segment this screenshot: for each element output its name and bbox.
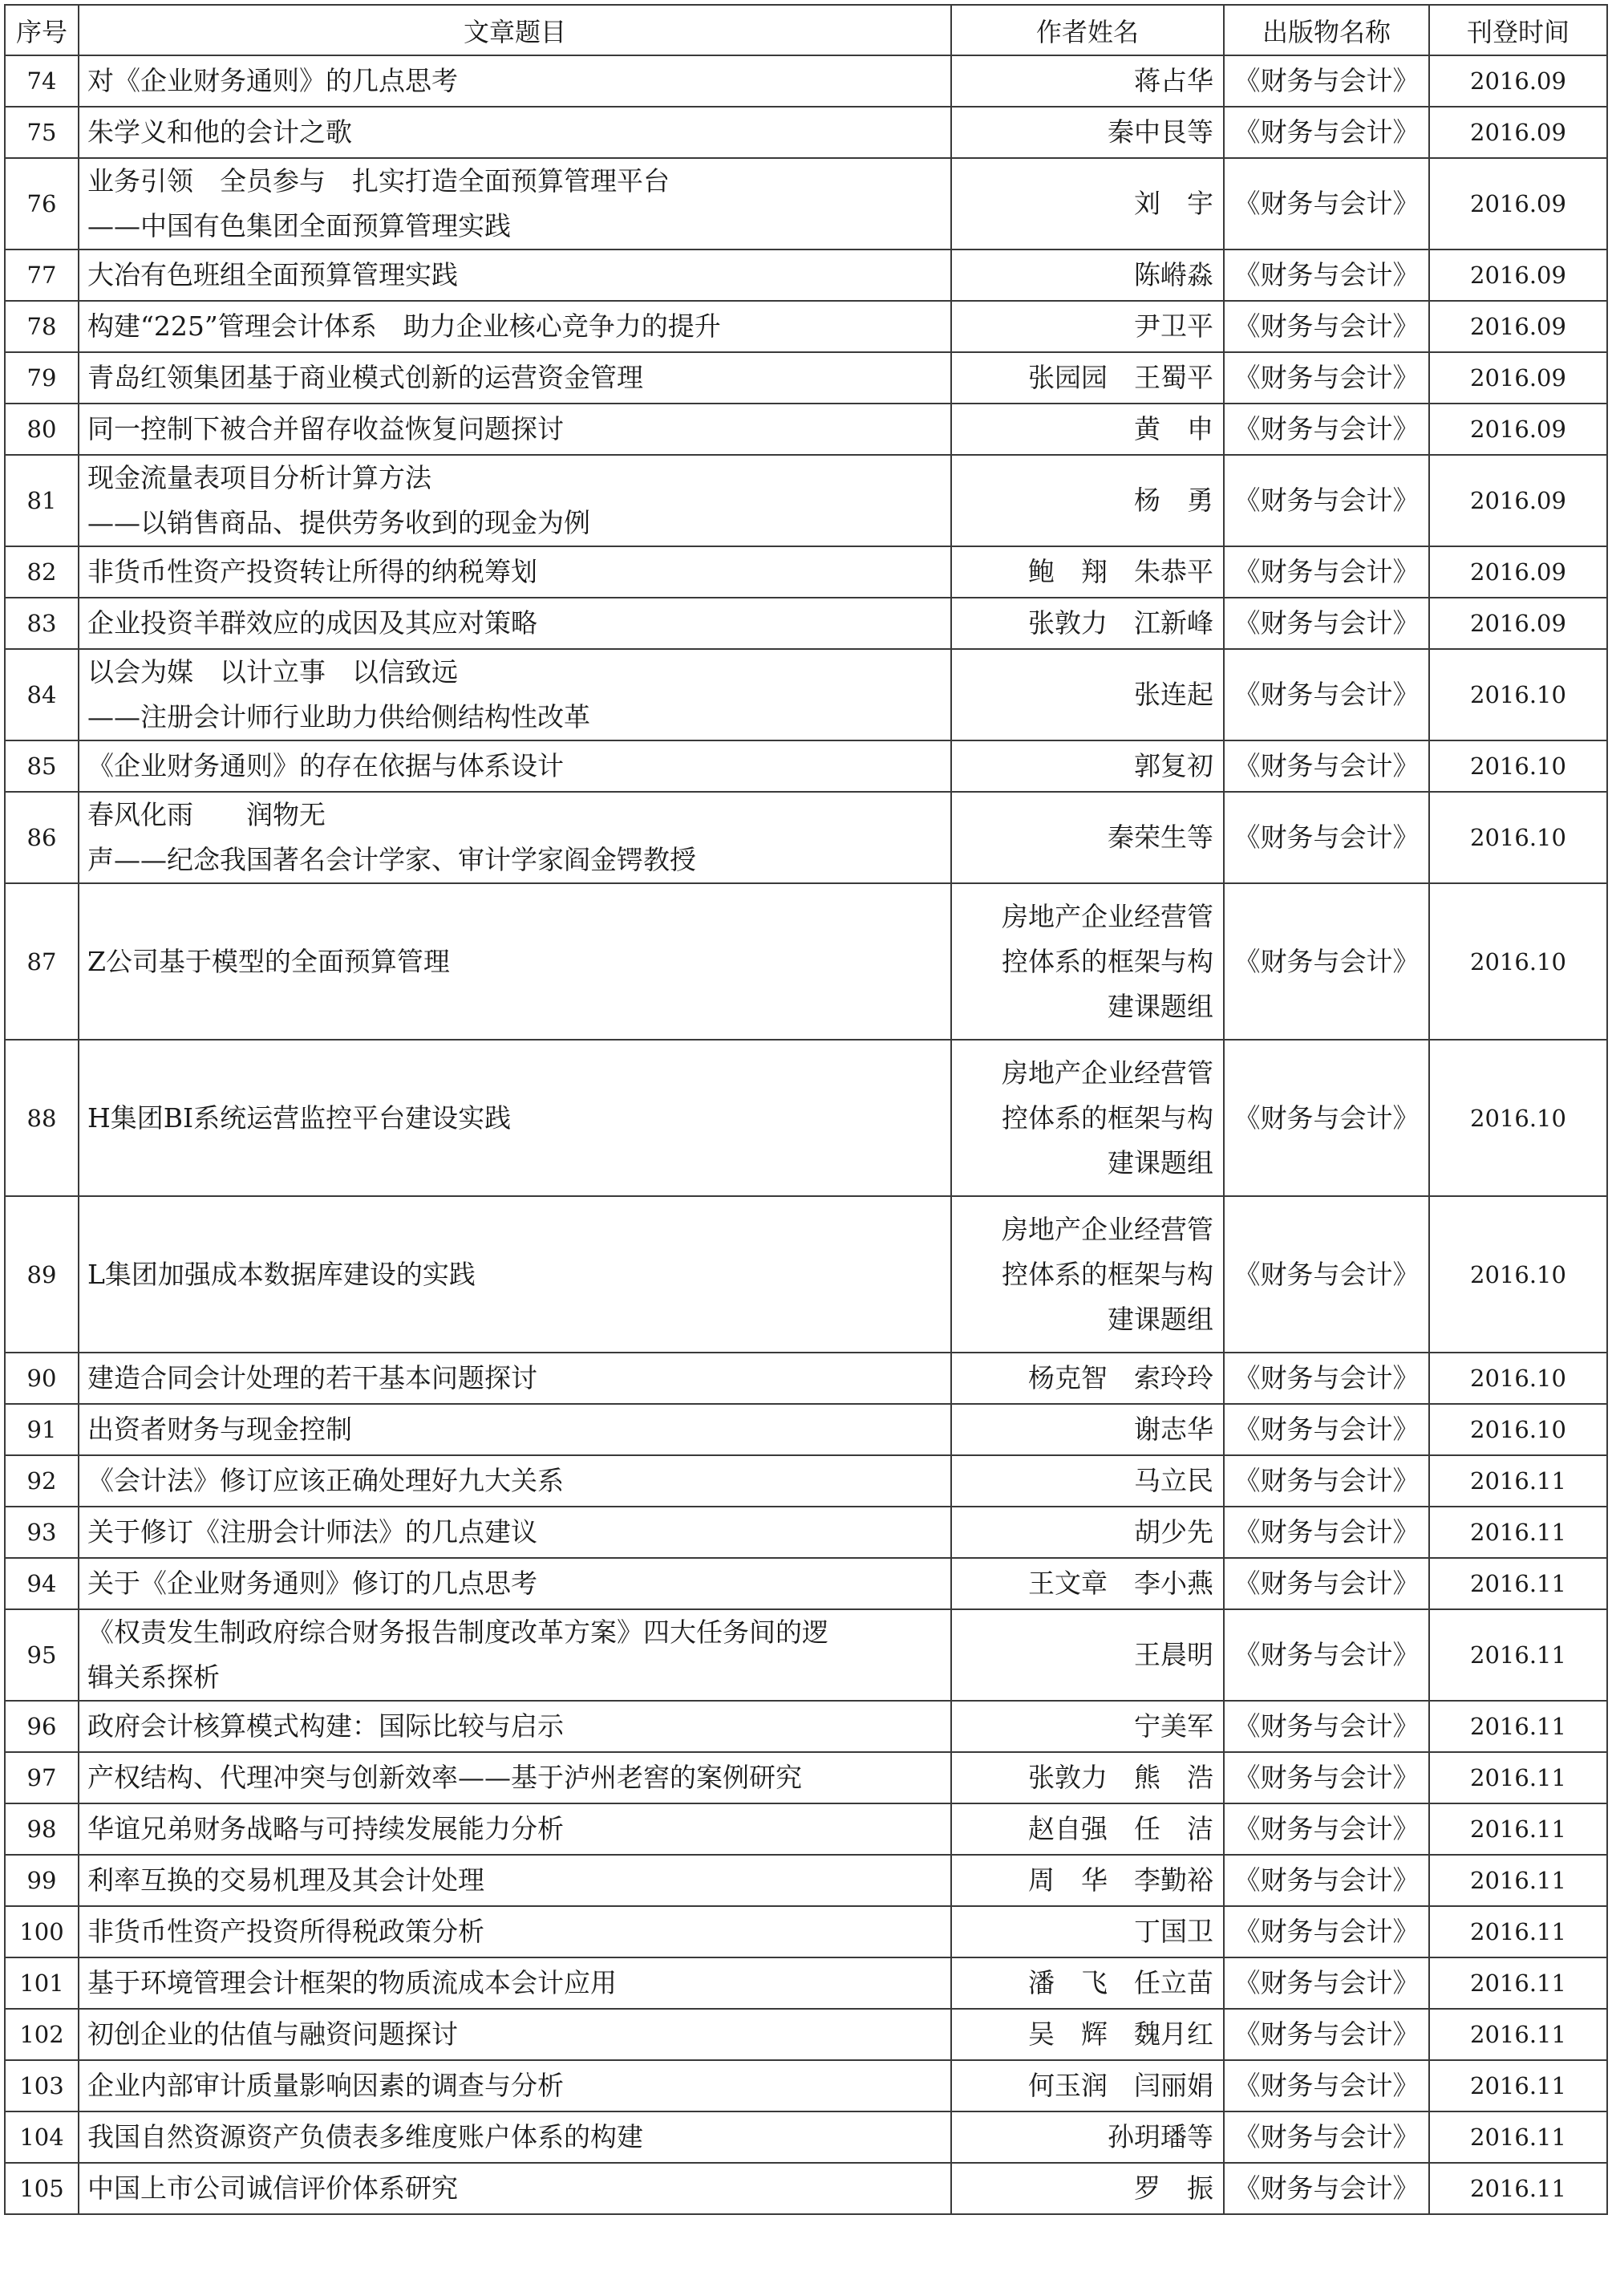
table-row xyxy=(5,1957,1607,2009)
author-line: 张敦力 江新峰 xyxy=(1028,607,1213,639)
cell-date: 2016.10 xyxy=(1429,883,1607,1040)
cell-title xyxy=(79,1353,951,1404)
table-row xyxy=(5,2111,1607,2163)
cell-number: 91 xyxy=(5,1404,79,1455)
cell-publication: 《财务与会计》 xyxy=(1224,158,1429,249)
cell-publication: 《财务与会计》 xyxy=(1224,2111,1429,2163)
title-line: 关于《企业财务通则》修订的几点思考 xyxy=(87,1568,537,1599)
table-row xyxy=(5,740,1607,792)
cell-publication: 《财务与会计》 xyxy=(1224,301,1429,352)
cell-number: 105 xyxy=(5,2163,79,2214)
cell-author xyxy=(951,55,1224,107)
cell-author xyxy=(951,404,1224,455)
cell-number: 74 xyxy=(5,55,79,107)
cell-number: 81 xyxy=(5,455,79,546)
cell-author xyxy=(951,792,1224,883)
cell-publication: 《财务与会计》 xyxy=(1224,249,1429,301)
cell-title xyxy=(79,598,951,649)
cell-title xyxy=(79,404,951,455)
author-line: 秦中艮等 xyxy=(1108,116,1213,148)
cell-number: 87 xyxy=(5,883,79,1040)
cell-number: 90 xyxy=(5,1353,79,1404)
table-row xyxy=(5,546,1607,598)
cell-title xyxy=(79,1404,951,1455)
cell-author xyxy=(951,740,1224,792)
cell-title xyxy=(79,55,951,107)
cell-publication: 《财务与会计》 xyxy=(1224,1404,1429,1455)
cell-publication: 《财务与会计》 xyxy=(1224,1609,1429,1701)
table-row xyxy=(5,55,1607,107)
author-line: 尹卫平 xyxy=(1134,310,1213,342)
cell-title xyxy=(79,546,951,598)
cell-author xyxy=(951,1752,1224,1803)
table-row xyxy=(5,1701,1607,1752)
cell-date: 2016.09 xyxy=(1429,598,1607,649)
cell-date: 2016.09 xyxy=(1429,404,1607,455)
title-line: 业务引领 全员参与 扎实打造全面预算管理平台 xyxy=(87,165,670,197)
cell-date: 2016.09 xyxy=(1429,55,1607,107)
cell-publication: 《财务与会计》 xyxy=(1224,2163,1429,2214)
cell-author xyxy=(951,1404,1224,1455)
cell-number: 85 xyxy=(5,740,79,792)
author-line: 谢志华 xyxy=(1134,1414,1213,1445)
author-line: 蒋占华 xyxy=(1134,65,1213,96)
article-table xyxy=(4,4,1608,2215)
title-line: 对《企业财务通则》的几点思考 xyxy=(87,65,458,96)
cell-number: 86 xyxy=(5,792,79,883)
table-row xyxy=(5,1353,1607,1404)
cell-publication: 《财务与会计》 xyxy=(1224,1040,1429,1196)
cell-title xyxy=(79,249,951,301)
title-line: 基于环境管理会计框架的物质流成本会计应用 xyxy=(87,1967,617,1998)
cell-title xyxy=(79,301,951,352)
header-date: 刊登时间 xyxy=(1429,5,1607,55)
cell-date: 2016.11 xyxy=(1429,1609,1607,1701)
cell-number: 89 xyxy=(5,1196,79,1353)
table-row xyxy=(5,1752,1607,1803)
cell-publication: 《财务与会计》 xyxy=(1224,792,1429,883)
author-line: 黄 申 xyxy=(1134,413,1213,444)
header-publication: 出版物名称 xyxy=(1224,5,1429,55)
title-line: H集团BI系统运营监控平台建设实践 xyxy=(87,1101,512,1134)
title-line: 产权结构、代理冲突与创新效率——基于泸州老窖的案例研究 xyxy=(87,1762,802,1793)
cell-author xyxy=(951,1803,1224,1855)
cell-title xyxy=(79,2060,951,2111)
author-line: 丁国卫 xyxy=(1134,1916,1213,1947)
cell-title xyxy=(79,107,951,158)
author-line: 吴 辉 魏月红 xyxy=(1028,2018,1213,2050)
title-line: 朱学义和他的会计之歌 xyxy=(87,116,352,148)
cell-title xyxy=(79,1906,951,1957)
author-line: 马立民 xyxy=(1134,1465,1213,1496)
cell-number: 82 xyxy=(5,546,79,598)
table-row xyxy=(5,2163,1607,2214)
cell-date: 2016.09 xyxy=(1429,107,1607,158)
table-row xyxy=(5,598,1607,649)
cell-title xyxy=(79,883,951,1040)
table-row xyxy=(5,792,1607,883)
cell-date: 2016.09 xyxy=(1429,455,1607,546)
cell-publication: 《财务与会计》 xyxy=(1224,1752,1429,1803)
cell-author xyxy=(951,107,1224,158)
table-row xyxy=(5,1455,1607,1507)
title-line: 出资者财务与现金控制 xyxy=(87,1414,352,1445)
cell-author xyxy=(951,1455,1224,1507)
cell-author xyxy=(951,249,1224,301)
cell-publication: 《财务与会计》 xyxy=(1224,883,1429,1040)
title-line: 《权责发生制政府综合财务报告制度改革方案》四大任务间的逻 xyxy=(87,1617,828,1648)
title-line: 企业投资羊群效应的成因及其应对策略 xyxy=(87,607,537,639)
cell-date: 2016.11 xyxy=(1429,1455,1607,1507)
cell-number: 75 xyxy=(5,107,79,158)
cell-author xyxy=(951,598,1224,649)
cell-number: 98 xyxy=(5,1803,79,1855)
cell-number: 80 xyxy=(5,404,79,455)
table-row xyxy=(5,1558,1607,1609)
cell-date: 2016.10 xyxy=(1429,1196,1607,1353)
cell-date: 2016.11 xyxy=(1429,2060,1607,2111)
author-line: 控体系的框架与构 xyxy=(1002,945,1213,977)
cell-number: 99 xyxy=(5,1855,79,1906)
cell-publication: 《财务与会计》 xyxy=(1224,1353,1429,1404)
cell-number: 92 xyxy=(5,1455,79,1507)
cell-publication: 《财务与会计》 xyxy=(1224,404,1429,455)
cell-date: 2016.10 xyxy=(1429,1040,1607,1196)
author-line: 房地产企业经营管 xyxy=(1002,900,1213,932)
cell-publication: 《财务与会计》 xyxy=(1224,107,1429,158)
title-line: 关于修订《注册会计师法》的几点建议 xyxy=(87,1516,537,1548)
author-line: 房地产企业经营管 xyxy=(1002,1057,1213,1089)
cell-publication: 《财务与会计》 xyxy=(1224,1507,1429,1558)
cell-date: 2016.10 xyxy=(1429,649,1607,740)
table-row xyxy=(5,1803,1607,1855)
cell-title xyxy=(79,1803,951,1855)
cell-author xyxy=(951,1353,1224,1404)
title-line: 现金流量表项目分析计算方法 xyxy=(87,462,431,493)
table-row xyxy=(5,1404,1607,1455)
author-line: 胡少先 xyxy=(1134,1516,1213,1548)
table-row xyxy=(5,404,1607,455)
cell-number: 104 xyxy=(5,2111,79,2163)
title-line: 以会为媒 以计立事 以信致远 xyxy=(87,656,458,688)
cell-title xyxy=(79,649,951,740)
title-line: 声——纪念我国著名会计学家、审计学家阎金锷教授 xyxy=(87,844,696,875)
title-line: 非货币性资产投资所得税政策分析 xyxy=(87,1916,484,1947)
cell-date: 2016.11 xyxy=(1429,1906,1607,1957)
cell-publication: 《财务与会计》 xyxy=(1224,1803,1429,1855)
cell-publication: 《财务与会计》 xyxy=(1224,598,1429,649)
cell-author xyxy=(951,2009,1224,2060)
cell-author xyxy=(951,2060,1224,2111)
title-line: 《企业财务通则》的存在依据与体系设计 xyxy=(87,750,564,781)
cell-date: 2016.11 xyxy=(1429,2111,1607,2163)
cell-publication: 《财务与会计》 xyxy=(1224,352,1429,404)
cell-date: 2016.09 xyxy=(1429,158,1607,249)
cell-title xyxy=(79,1507,951,1558)
title-line: 构建“225”管理会计体系 助力企业核心竞争力的提升 xyxy=(87,310,721,342)
cell-publication: 《财务与会计》 xyxy=(1224,2060,1429,2111)
cell-author xyxy=(951,1609,1224,1701)
cell-author xyxy=(951,455,1224,546)
cell-author xyxy=(951,1855,1224,1906)
cell-author xyxy=(951,1906,1224,1957)
author-line: 建课题组 xyxy=(1108,1303,1213,1335)
table-row xyxy=(5,1040,1607,1196)
author-line: 潘 飞 任立苗 xyxy=(1028,1967,1213,1998)
cell-title xyxy=(79,158,951,249)
cell-author xyxy=(951,301,1224,352)
cell-date: 2016.11 xyxy=(1429,1855,1607,1906)
cell-publication: 《财务与会计》 xyxy=(1224,1701,1429,1752)
title-line: 《会计法》修订应该正确处理好九大关系 xyxy=(87,1465,564,1496)
cell-title xyxy=(79,1609,951,1701)
cell-number: 83 xyxy=(5,598,79,649)
author-line: 赵自强 任 洁 xyxy=(1028,1813,1213,1844)
cell-title xyxy=(79,1196,951,1353)
title-line: 利率互换的交易机理及其会计处理 xyxy=(87,1864,484,1896)
cell-author xyxy=(951,1040,1224,1196)
cell-date: 2016.11 xyxy=(1429,2163,1607,2214)
author-line: 建课题组 xyxy=(1108,990,1213,1022)
title-line: 政府会计核算模式构建：国际比较与启示 xyxy=(87,1710,564,1742)
author-line: 秦荣生等 xyxy=(1108,821,1213,853)
title-line: ——以销售商品、提供劳务收到的现金为例 xyxy=(87,507,590,538)
cell-date: 2016.11 xyxy=(1429,2009,1607,2060)
table-body xyxy=(5,55,1607,2214)
cell-number: 95 xyxy=(5,1609,79,1701)
cell-number: 93 xyxy=(5,1507,79,1558)
author-line: 张敦力 熊 浩 xyxy=(1028,1762,1213,1793)
author-line: 房地产企业经营管 xyxy=(1002,1213,1213,1245)
author-line: 建课题组 xyxy=(1108,1146,1213,1178)
title-line: 中国上市公司诚信评价体系研究 xyxy=(87,2172,458,2204)
cell-date: 2016.11 xyxy=(1429,1507,1607,1558)
title-line: 青岛红领集团基于商业模式创新的运营资金管理 xyxy=(87,362,643,393)
cell-number: 78 xyxy=(5,301,79,352)
author-line: 王文章 李小燕 xyxy=(1028,1568,1213,1599)
table-row xyxy=(5,107,1607,158)
cell-title xyxy=(79,2163,951,2214)
author-line: 张连起 xyxy=(1134,679,1213,710)
cell-publication: 《财务与会计》 xyxy=(1224,55,1429,107)
author-line: 杨克智 索玲玲 xyxy=(1028,1362,1213,1393)
table-row xyxy=(5,1855,1607,1906)
cell-publication: 《财务与会计》 xyxy=(1224,1957,1429,2009)
cell-author xyxy=(951,649,1224,740)
cell-author xyxy=(951,1957,1224,2009)
cell-number: 103 xyxy=(5,2060,79,2111)
cell-author xyxy=(951,1558,1224,1609)
table-row xyxy=(5,301,1607,352)
cell-number: 76 xyxy=(5,158,79,249)
cell-date: 2016.11 xyxy=(1429,1803,1607,1855)
cell-date: 2016.10 xyxy=(1429,1353,1607,1404)
table-row xyxy=(5,883,1607,1040)
cell-publication: 《财务与会计》 xyxy=(1224,1196,1429,1353)
author-line: 郭复初 xyxy=(1134,750,1213,781)
title-line: 建造合同会计处理的若干基本问题探讨 xyxy=(87,1362,537,1393)
cell-publication: 《财务与会计》 xyxy=(1224,1558,1429,1609)
author-line: 杨 勇 xyxy=(1134,485,1213,516)
cell-number: 94 xyxy=(5,1558,79,1609)
cell-title xyxy=(79,740,951,792)
table-row xyxy=(5,1906,1607,1957)
author-line: 孙玥璠等 xyxy=(1108,2121,1213,2152)
header-title: 文章题目 xyxy=(79,5,951,55)
cell-date: 2016.10 xyxy=(1429,1404,1607,1455)
cell-number: 88 xyxy=(5,1040,79,1196)
cell-author xyxy=(951,546,1224,598)
cell-date: 2016.09 xyxy=(1429,546,1607,598)
cell-title xyxy=(79,1455,951,1507)
author-line: 刘 宇 xyxy=(1134,188,1213,219)
author-line: 周 华 李勤裕 xyxy=(1028,1864,1213,1896)
cell-publication: 《财务与会计》 xyxy=(1224,2009,1429,2060)
cell-title xyxy=(79,1558,951,1609)
cell-date: 2016.09 xyxy=(1429,301,1607,352)
title-line: 非货币性资产投资转让所得的纳税筹划 xyxy=(87,556,537,587)
cell-publication: 《财务与会计》 xyxy=(1224,546,1429,598)
table-row xyxy=(5,649,1607,740)
table-row xyxy=(5,2009,1607,2060)
cell-author xyxy=(951,2111,1224,2163)
author-line: 鲍 翔 朱恭平 xyxy=(1028,556,1213,587)
title-line: 华谊兄弟财务战略与可持续发展能力分析 xyxy=(87,1813,564,1844)
author-line: 何玉润 闫丽娟 xyxy=(1028,2070,1213,2101)
author-line: 控体系的框架与构 xyxy=(1002,1101,1213,1134)
table-row xyxy=(5,249,1607,301)
header-author: 作者姓名 xyxy=(951,5,1224,55)
cell-publication: 《财务与会计》 xyxy=(1224,1855,1429,1906)
cell-date: 2016.09 xyxy=(1429,249,1607,301)
title-line: 同一控制下被合并留存收益恢复问题探讨 xyxy=(87,413,564,444)
cell-date: 2016.11 xyxy=(1429,1752,1607,1803)
cell-number: 101 xyxy=(5,1957,79,2009)
author-line: 控体系的框架与构 xyxy=(1002,1258,1213,1290)
cell-number: 97 xyxy=(5,1752,79,1803)
cell-date: 2016.11 xyxy=(1429,1957,1607,2009)
author-line: 宁美军 xyxy=(1134,1710,1213,1742)
table-row xyxy=(5,1507,1607,1558)
table-row xyxy=(5,1609,1607,1701)
table-row xyxy=(5,2060,1607,2111)
cell-author xyxy=(951,1701,1224,1752)
table-row xyxy=(5,1196,1607,1353)
cell-publication: 《财务与会计》 xyxy=(1224,1906,1429,1957)
cell-number: 96 xyxy=(5,1701,79,1752)
cell-author xyxy=(951,352,1224,404)
header-row xyxy=(5,5,1607,55)
table-row xyxy=(5,158,1607,249)
cell-title xyxy=(79,455,951,546)
cell-publication: 《财务与会计》 xyxy=(1224,455,1429,546)
cell-title xyxy=(79,1040,951,1196)
cell-title xyxy=(79,792,951,883)
cell-publication: 《财务与会计》 xyxy=(1224,649,1429,740)
table-row xyxy=(5,455,1607,546)
cell-publication: 《财务与会计》 xyxy=(1224,1455,1429,1507)
cell-number: 79 xyxy=(5,352,79,404)
cell-date: 2016.10 xyxy=(1429,792,1607,883)
cell-title xyxy=(79,1701,951,1752)
title-line: L集团加强成本数据库建设的实践 xyxy=(87,1258,476,1290)
cell-author xyxy=(951,2163,1224,2214)
title-line: 我国自然资源资产负债表多维度账户体系的构建 xyxy=(87,2121,643,2152)
author-line: 陈崻淼 xyxy=(1134,259,1213,290)
cell-number: 84 xyxy=(5,649,79,740)
table-row xyxy=(5,352,1607,404)
cell-date: 2016.09 xyxy=(1429,352,1607,404)
title-line: 初创企业的估值与融资问题探讨 xyxy=(87,2018,458,2050)
cell-title xyxy=(79,2111,951,2163)
cell-title xyxy=(79,1752,951,1803)
header-no: 序号 xyxy=(5,5,79,55)
title-line: 大冶有色班组全面预算管理实践 xyxy=(87,259,458,290)
cell-title xyxy=(79,352,951,404)
title-line: 辑关系探析 xyxy=(87,1661,220,1693)
author-line: 罗 振 xyxy=(1134,2172,1213,2204)
author-line: 张园园 王蜀平 xyxy=(1028,362,1213,393)
title-line: Z公司基于模型的全面预算管理 xyxy=(87,945,450,977)
cell-author xyxy=(951,1507,1224,1558)
title-line: ——注册会计师行业助力供给侧结构性改革 xyxy=(87,701,590,732)
cell-author xyxy=(951,883,1224,1040)
cell-number: 77 xyxy=(5,249,79,301)
title-line: 春风化雨 润物无 xyxy=(87,799,326,830)
cell-date: 2016.11 xyxy=(1429,1558,1607,1609)
title-line: ——中国有色集团全面预算管理实践 xyxy=(87,210,511,241)
cell-date: 2016.11 xyxy=(1429,1701,1607,1752)
cell-title xyxy=(79,1957,951,2009)
cell-title xyxy=(79,2009,951,2060)
cell-author xyxy=(951,158,1224,249)
cell-number: 102 xyxy=(5,2009,79,2060)
author-line: 王晨明 xyxy=(1134,1639,1213,1670)
cell-author xyxy=(951,1196,1224,1353)
cell-number: 100 xyxy=(5,1906,79,1957)
cell-publication: 《财务与会计》 xyxy=(1224,740,1429,792)
cell-date: 2016.10 xyxy=(1429,740,1607,792)
title-line: 企业内部审计质量影响因素的调查与分析 xyxy=(87,2070,564,2101)
cell-title xyxy=(79,1855,951,1906)
